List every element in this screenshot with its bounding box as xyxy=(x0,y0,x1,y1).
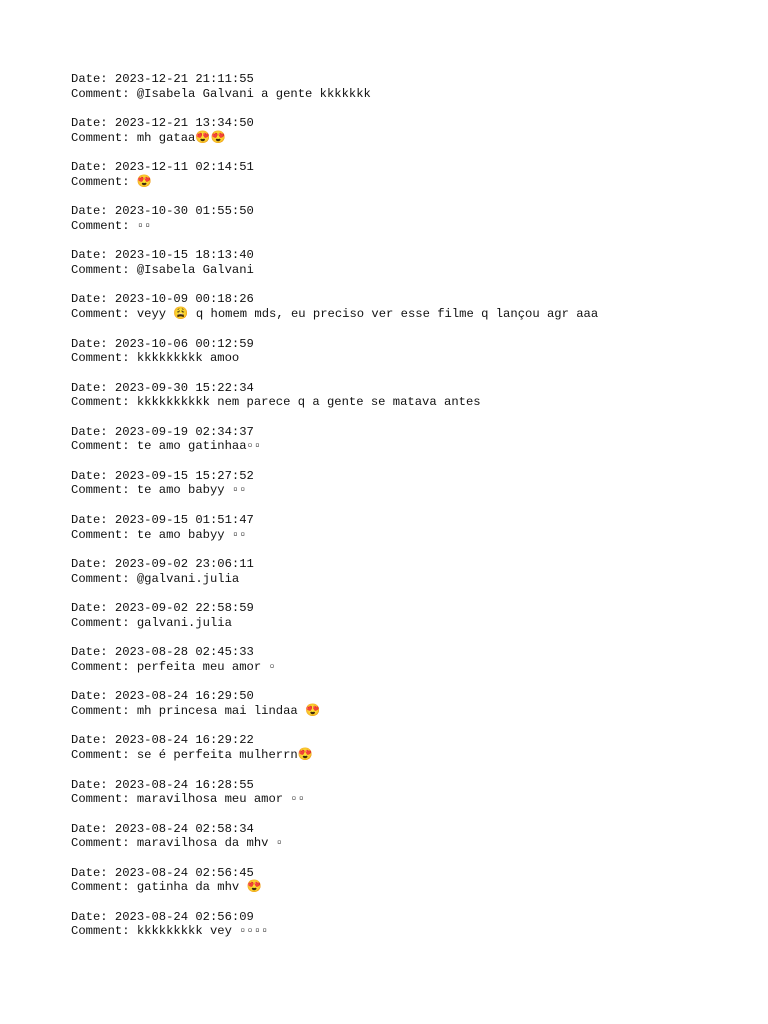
comment-entry xyxy=(71,72,751,116)
comment-text: galvani.julia xyxy=(136,615,232,630)
comment-entry xyxy=(71,248,751,292)
date-line xyxy=(71,557,751,572)
comment-entry xyxy=(71,425,751,469)
comment-label: Comment: xyxy=(71,659,137,674)
comment-label: Comment: xyxy=(71,836,137,851)
comment-line xyxy=(71,704,751,719)
date-line xyxy=(71,160,751,175)
comment-line xyxy=(71,351,751,366)
date-label: Date: xyxy=(71,72,115,86)
comment-label: Comment: xyxy=(71,748,137,762)
comment-label: Comment: xyxy=(71,86,137,101)
comment-line xyxy=(71,748,751,763)
comment-line xyxy=(71,792,751,807)
comment-text: gatinha da mhv 😍 xyxy=(136,880,262,895)
comment-line xyxy=(71,263,751,278)
comment-label: Comment: xyxy=(71,483,137,498)
comment-line xyxy=(71,880,751,895)
date-value: 2023-10-30 01:55:50 xyxy=(114,204,254,219)
comment-text: mh princesa mai lindaa 😍 xyxy=(136,703,321,718)
date-value: 2023-12-11 02:14:51 xyxy=(114,160,254,175)
comment-text: maravilhosa meu amor ▫▫ xyxy=(136,792,306,807)
comment-text: ▫▫ xyxy=(136,218,152,233)
comment-label: Comment: xyxy=(71,174,137,189)
date-label: Date: xyxy=(71,645,115,660)
comment-entry xyxy=(71,689,751,733)
comment-label: Comment: xyxy=(71,262,137,277)
date-value: 2023-10-09 00:18:26 xyxy=(114,292,254,307)
comment-entry xyxy=(71,733,751,777)
date-value: 2023-08-24 02:56:09 xyxy=(114,909,254,924)
comment-line xyxy=(71,439,751,454)
date-value: 2023-09-15 15:27:52 xyxy=(114,468,254,483)
comment-text: kkkkkkkkkk nem parece q a gente se matava antes xyxy=(136,395,481,410)
comment-entry xyxy=(71,557,751,601)
comment-line xyxy=(71,175,751,190)
date-value: 2023-08-24 02:58:34 xyxy=(114,821,254,836)
date-label: Date: xyxy=(71,468,115,483)
comment-label: Comment: xyxy=(71,527,137,542)
comment-text: kkkkkkkkk vey ▫▫▫▫ xyxy=(136,924,269,939)
date-line xyxy=(71,910,751,925)
date-value: 2023-08-24 02:56:45 xyxy=(114,865,254,880)
date-label: Date: xyxy=(71,821,115,836)
comment-label: Comment: xyxy=(71,395,137,410)
date-line xyxy=(71,425,751,440)
date-line xyxy=(71,381,751,396)
comment-line xyxy=(71,528,751,543)
comment-line xyxy=(71,483,751,498)
comment-text: @galvani.julia xyxy=(136,571,240,586)
comment-entry xyxy=(71,381,751,425)
date-label: Date: xyxy=(71,424,115,439)
comment-label: Comment: xyxy=(71,792,137,807)
comment-label: Comment: xyxy=(71,130,137,145)
date-label: Date: xyxy=(71,292,115,307)
date-label: Date: xyxy=(71,336,115,351)
date-line xyxy=(71,292,751,307)
comment-label: Comment: xyxy=(71,218,137,233)
date-line xyxy=(71,733,751,748)
date-label: Date: xyxy=(71,601,115,616)
comment-line xyxy=(71,395,751,410)
date-value: 2023-08-28 02:45:33 xyxy=(114,645,254,660)
date-value: 2023-08-24 16:28:55 xyxy=(114,777,254,792)
comment-entry xyxy=(71,601,751,645)
date-line xyxy=(71,116,751,131)
comment-text: perfeita meu amor ▫ xyxy=(136,659,276,674)
date-label: Date: xyxy=(71,777,115,792)
comment-entry xyxy=(71,910,751,954)
date-line xyxy=(71,204,751,219)
date-value: 2023-09-30 15:22:34 xyxy=(114,380,254,395)
comment-entry xyxy=(71,292,751,336)
comment-entry xyxy=(71,204,751,248)
date-label: Date: xyxy=(71,248,115,263)
comment-text: @Isabela Galvani a gente kkkkkkk xyxy=(136,86,371,101)
comment-label: Comment: xyxy=(71,924,137,939)
date-line xyxy=(71,72,751,87)
comment-line xyxy=(71,836,751,851)
date-value: 2023-12-21 21:11:55 xyxy=(114,72,254,86)
comment-label: Comment: xyxy=(71,307,137,322)
comment-label: Comment: xyxy=(71,703,137,718)
comment-entry xyxy=(71,469,751,513)
date-value: 2023-09-19 02:34:37 xyxy=(114,424,254,439)
date-line xyxy=(71,689,751,704)
date-label: Date: xyxy=(71,160,115,175)
date-label: Date: xyxy=(71,557,115,572)
comment-text: kkkkkkkkk amoo xyxy=(136,351,240,366)
comment-text: se é perfeita mulherrn😍 xyxy=(136,748,313,762)
date-line xyxy=(71,645,751,660)
comment-entry xyxy=(71,645,751,689)
comment-label: Comment: xyxy=(71,439,137,454)
date-line xyxy=(71,866,751,881)
comment-line xyxy=(71,572,751,587)
comment-text: veyy 😩 q homem mds, eu preciso ver esse filme q lançou agr aaa xyxy=(136,307,599,322)
comment-entry xyxy=(71,866,751,910)
date-line xyxy=(71,601,751,616)
date-line xyxy=(71,513,751,528)
comment-entry xyxy=(71,160,751,204)
comment-text: maravilhosa da mhv ▫ xyxy=(136,836,284,851)
comment-line xyxy=(71,660,751,675)
comment-entry xyxy=(71,513,751,557)
date-value: 2023-09-02 22:58:59 xyxy=(114,601,254,616)
comment-line xyxy=(71,131,751,146)
date-label: Date: xyxy=(71,204,115,219)
date-value: 2023-10-06 00:12:59 xyxy=(114,336,254,351)
date-value: 2023-10-15 18:13:40 xyxy=(114,248,254,263)
comment-line xyxy=(71,307,751,322)
comment-label: Comment: xyxy=(71,880,137,895)
comment-line xyxy=(71,87,751,102)
date-value: 2023-08-24 16:29:50 xyxy=(114,689,254,704)
date-value: 2023-09-02 23:06:11 xyxy=(114,557,254,572)
comment-line xyxy=(71,924,751,939)
comment-log xyxy=(71,72,751,954)
date-value: 2023-12-21 13:34:50 xyxy=(114,116,254,131)
date-label: Date: xyxy=(71,116,115,131)
date-line xyxy=(71,469,751,484)
date-label: Date: xyxy=(71,865,115,880)
comment-text: te amo babyy ▫▫ xyxy=(136,527,247,542)
comment-text: mh gataa😍😍 xyxy=(136,130,226,145)
comment-text: 😍 xyxy=(136,174,153,189)
date-label: Date: xyxy=(71,909,115,924)
comment-text: @Isabela Galvani xyxy=(136,262,254,277)
comment-entry xyxy=(71,116,751,160)
comment-line xyxy=(71,219,751,234)
date-value: 2023-09-15 01:51:47 xyxy=(114,512,254,527)
date-label: Date: xyxy=(71,380,115,395)
comment-label: Comment: xyxy=(71,571,137,586)
comment-entry xyxy=(71,337,751,381)
comment-entry xyxy=(71,822,751,866)
comment-entry xyxy=(71,778,751,822)
comment-text: te amo babyy ▫▫ xyxy=(136,483,247,498)
comment-text: te amo gatinhaa▫▫ xyxy=(136,439,262,454)
date-label: Date: xyxy=(71,689,115,704)
date-value: 2023-08-24 16:29:22 xyxy=(114,733,254,748)
comment-line xyxy=(71,616,751,631)
date-label: Date: xyxy=(71,512,115,527)
date-line xyxy=(71,248,751,263)
date-label: Date: xyxy=(71,733,115,748)
date-line xyxy=(71,778,751,793)
comment-label: Comment: xyxy=(71,615,137,630)
date-line xyxy=(71,337,751,352)
date-line xyxy=(71,822,751,837)
comment-label: Comment: xyxy=(71,351,137,366)
